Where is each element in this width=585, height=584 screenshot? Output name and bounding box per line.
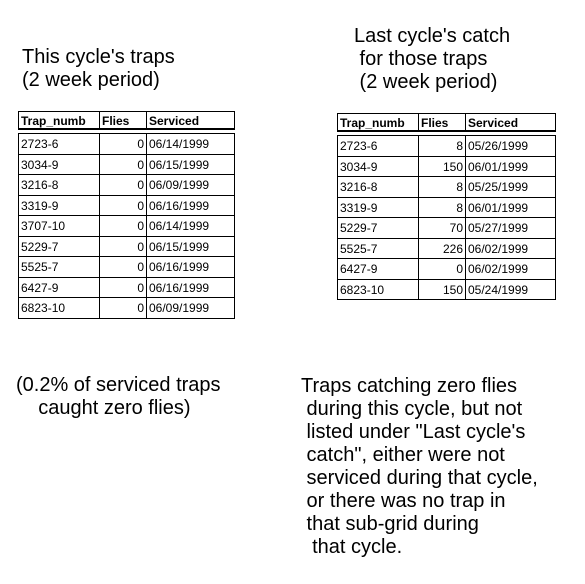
last-cycle-table	[337, 113, 556, 300]
serviced-date-cell: 06/16/1999	[146, 257, 232, 277]
table-row	[19, 215, 234, 236]
table-header	[18, 111, 235, 130]
serviced-date-cell: 06/09/1999	[146, 298, 232, 318]
flies-cell: 0	[99, 257, 146, 277]
table-row	[338, 217, 555, 238]
trap-number-cell: 3216-8	[340, 180, 378, 194]
serviced-date-cell: 06/16/1999	[146, 278, 232, 298]
flies-cell: 0	[99, 237, 146, 257]
flies-cell: 0	[99, 134, 146, 154]
flies-cell: 150	[418, 280, 465, 300]
table-row	[338, 135, 555, 156]
table-body	[337, 135, 556, 300]
column-header-serviced: Serviced	[465, 114, 553, 130]
flies-cell: 0	[99, 155, 146, 175]
column-header-trap: Trap_numb	[21, 114, 86, 128]
serviced-date-cell: 05/24/1999	[465, 280, 553, 300]
flies-cell: 8	[418, 136, 465, 156]
column-header-flies: Flies	[418, 114, 465, 130]
last-cycle-caption: Last cycle's catch for those traps (2 week period)	[354, 25, 511, 93]
this-cycle-caption: This cycle's traps (2 week period)	[22, 46, 175, 91]
flies-cell: 70	[418, 218, 465, 238]
table-row	[338, 238, 555, 259]
this-cycle-table	[18, 111, 235, 319]
trap-number-cell: 3319-9	[21, 198, 59, 213]
trap-number-cell: 3034-9	[21, 157, 59, 172]
flies-cell: 0	[99, 175, 146, 195]
trap-number-cell: 3034-9	[340, 159, 378, 174]
serviced-date-cell: 06/14/1999	[146, 134, 232, 154]
flies-cell: 0	[99, 196, 146, 216]
serviced-date-cell: 06/15/1999	[146, 155, 232, 175]
trap-number-cell: 6823-10	[21, 301, 66, 315]
table-row	[338, 176, 555, 197]
trap-number-cell: 3216-8	[21, 178, 59, 192]
table-row	[19, 277, 234, 298]
serviced-date-cell: 06/09/1999	[146, 175, 232, 195]
serviced-date-cell: 06/01/1999	[465, 157, 553, 177]
serviced-date-cell: 06/02/1999	[465, 239, 553, 259]
serviced-date-cell: 05/25/1999	[465, 177, 553, 197]
trap-number-cell: 5525-7	[21, 260, 59, 274]
trap-number-cell: 3319-9	[340, 200, 378, 215]
serviced-date-cell: 05/27/1999	[465, 218, 553, 238]
flies-cell: 0	[99, 216, 146, 236]
flies-cell: 0	[99, 298, 146, 318]
explanation-note: Traps catching zero flies during this cycle, but not listed under "Last cycle's catch", either were not serviced during that cycle, or there was no trap in that sub-grid during that cycle.	[301, 375, 538, 558]
trap-number-cell: 6427-9	[21, 280, 59, 295]
serviced-date-cell: 06/01/1999	[465, 198, 553, 218]
trap-number-cell: 2723-6	[340, 139, 378, 153]
column-header-flies: Flies	[99, 112, 146, 128]
serviced-date-cell: 05/26/1999	[465, 136, 553, 156]
serviced-date-cell: 06/16/1999	[146, 196, 232, 216]
trap-number-cell: 5229-7	[21, 239, 59, 254]
serviced-date-cell: 06/14/1999	[146, 216, 232, 236]
flies-cell: 8	[418, 177, 465, 197]
flies-cell: 150	[418, 157, 465, 177]
trap-number-cell: 6427-9	[340, 262, 378, 276]
flies-cell: 226	[418, 239, 465, 259]
table-row	[19, 236, 234, 257]
table-row	[19, 256, 234, 277]
flies-cell: 0	[418, 259, 465, 279]
flies-cell: 8	[418, 198, 465, 218]
table-row	[19, 154, 234, 175]
serviced-date-cell: 06/02/1999	[465, 259, 553, 279]
trap-number-cell: 2723-6	[21, 137, 59, 151]
flies-cell: 0	[99, 278, 146, 298]
table-body	[18, 133, 235, 319]
table-row	[19, 195, 234, 216]
serviced-date-cell: 06/15/1999	[146, 237, 232, 257]
zero-flies-percent-note: (0.2% of serviced traps caught zero flies)	[16, 374, 221, 419]
table-row	[19, 297, 234, 318]
table-row	[338, 197, 555, 218]
table-row	[338, 156, 555, 177]
table-row	[338, 279, 555, 300]
trap-number-cell: 6823-10	[340, 282, 385, 297]
table-row	[19, 133, 234, 154]
column-header-trap: Trap_numb	[340, 116, 405, 130]
table-row	[338, 258, 555, 279]
trap-number-cell: 5525-7	[340, 241, 378, 256]
table-header	[337, 113, 556, 132]
trap-number-cell: 3707-10	[21, 219, 66, 233]
table-row	[19, 174, 234, 195]
trap-number-cell: 5229-7	[340, 221, 378, 235]
column-header-serviced: Serviced	[146, 112, 232, 128]
